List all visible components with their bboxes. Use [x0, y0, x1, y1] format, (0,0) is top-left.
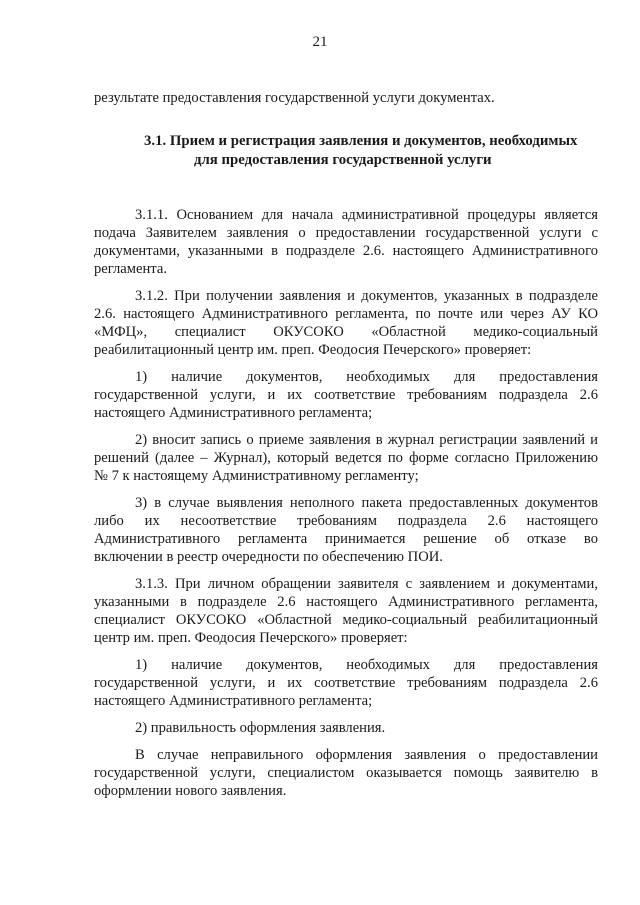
paragraph-line: государственной услуги, специалистом оказывается помощь заявителю в	[94, 765, 598, 781]
section-title-line-1: 3.1. Прием и регистрация заявления и документов, необходимых	[144, 133, 578, 149]
paragraph-line: Административного регламента принимается решение об отказе во	[94, 531, 598, 547]
section-title-line-2: для предоставления государственной услуги	[194, 152, 492, 168]
paragraph-line: либо их несоответствие требованиям подраздела 2.6 настоящего	[94, 513, 598, 529]
paragraph-line: 2.6. настоящего Административного регламента, по почте или через АУ КО	[94, 306, 598, 322]
paragraph-line: реабилитационный центр им. преп. Феодосия Печерского» проверяет:	[94, 342, 532, 358]
paragraph-line: подача Заявителем заявления о предоставлении государственной услуги с	[94, 225, 598, 241]
paragraph-line: В случае неправильного оформления заявления о предоставлении	[135, 747, 598, 763]
paragraph-line: настоящего Административного регламента;	[94, 693, 373, 709]
paragraph-line: специалист ОКУСОКО «Областной медико-социальный реабилитационный	[94, 612, 598, 628]
paragraph-line: 2) правильность оформления заявления.	[135, 720, 386, 736]
paragraph-line: регламента.	[94, 261, 167, 277]
paragraph-line: государственной услуги, и их соответствие требованиям подраздела 2.6	[94, 387, 598, 403]
paragraph-line: 3.1.1. Основанием для начала административной процедуры является	[135, 207, 598, 223]
intro-line: результате предоставления государственной услуги документах.	[94, 90, 495, 106]
paragraph-line: «МФЦ», специалист ОКУСОКО «Областной медико-социальный	[94, 324, 598, 340]
paragraph-line: 3) в случае выявления неполного пакета предоставленных документов	[135, 495, 598, 511]
paragraph-line: оформлении нового заявления.	[94, 783, 287, 799]
paragraph-line: 3.1.2. При получении заявления и документов, указанных в подразделе	[135, 288, 598, 304]
paragraph-line: 1) наличие документов, необходимых для предоставления	[135, 657, 598, 673]
paragraph-line: указанными в подразделе 2.6 настоящего Административного регламента,	[94, 594, 598, 610]
paragraph-line: 3.1.3. При личном обращении заявителя с заявлением и документами,	[135, 576, 598, 592]
paragraph-line: настоящего Административного регламента;	[94, 405, 373, 421]
paragraph-line: 2) вносит запись о приеме заявления в журнал регистрации заявлений и	[135, 432, 598, 448]
paragraph-line: № 7 к настоящему Административному регламенту;	[94, 468, 419, 484]
paragraph-line: 1) наличие документов, необходимых для предоставления	[135, 369, 598, 385]
page-number: 21	[312, 34, 328, 50]
paragraph-line: решений (далее – Журнал), который ведется по форме согласно Приложению	[94, 450, 598, 466]
paragraph-line: центр им. преп. Феодосия Печерского» проверяет:	[94, 630, 408, 646]
paragraph-line: документами, указанными в подразделе 2.6. настоящего Административного	[94, 243, 598, 259]
paragraph-line: включении в реестр очередности по обеспечению ПОИ.	[94, 549, 443, 565]
paragraph-line: государственной услуги, и их соответствие требованиям подраздела 2.6	[94, 675, 598, 691]
